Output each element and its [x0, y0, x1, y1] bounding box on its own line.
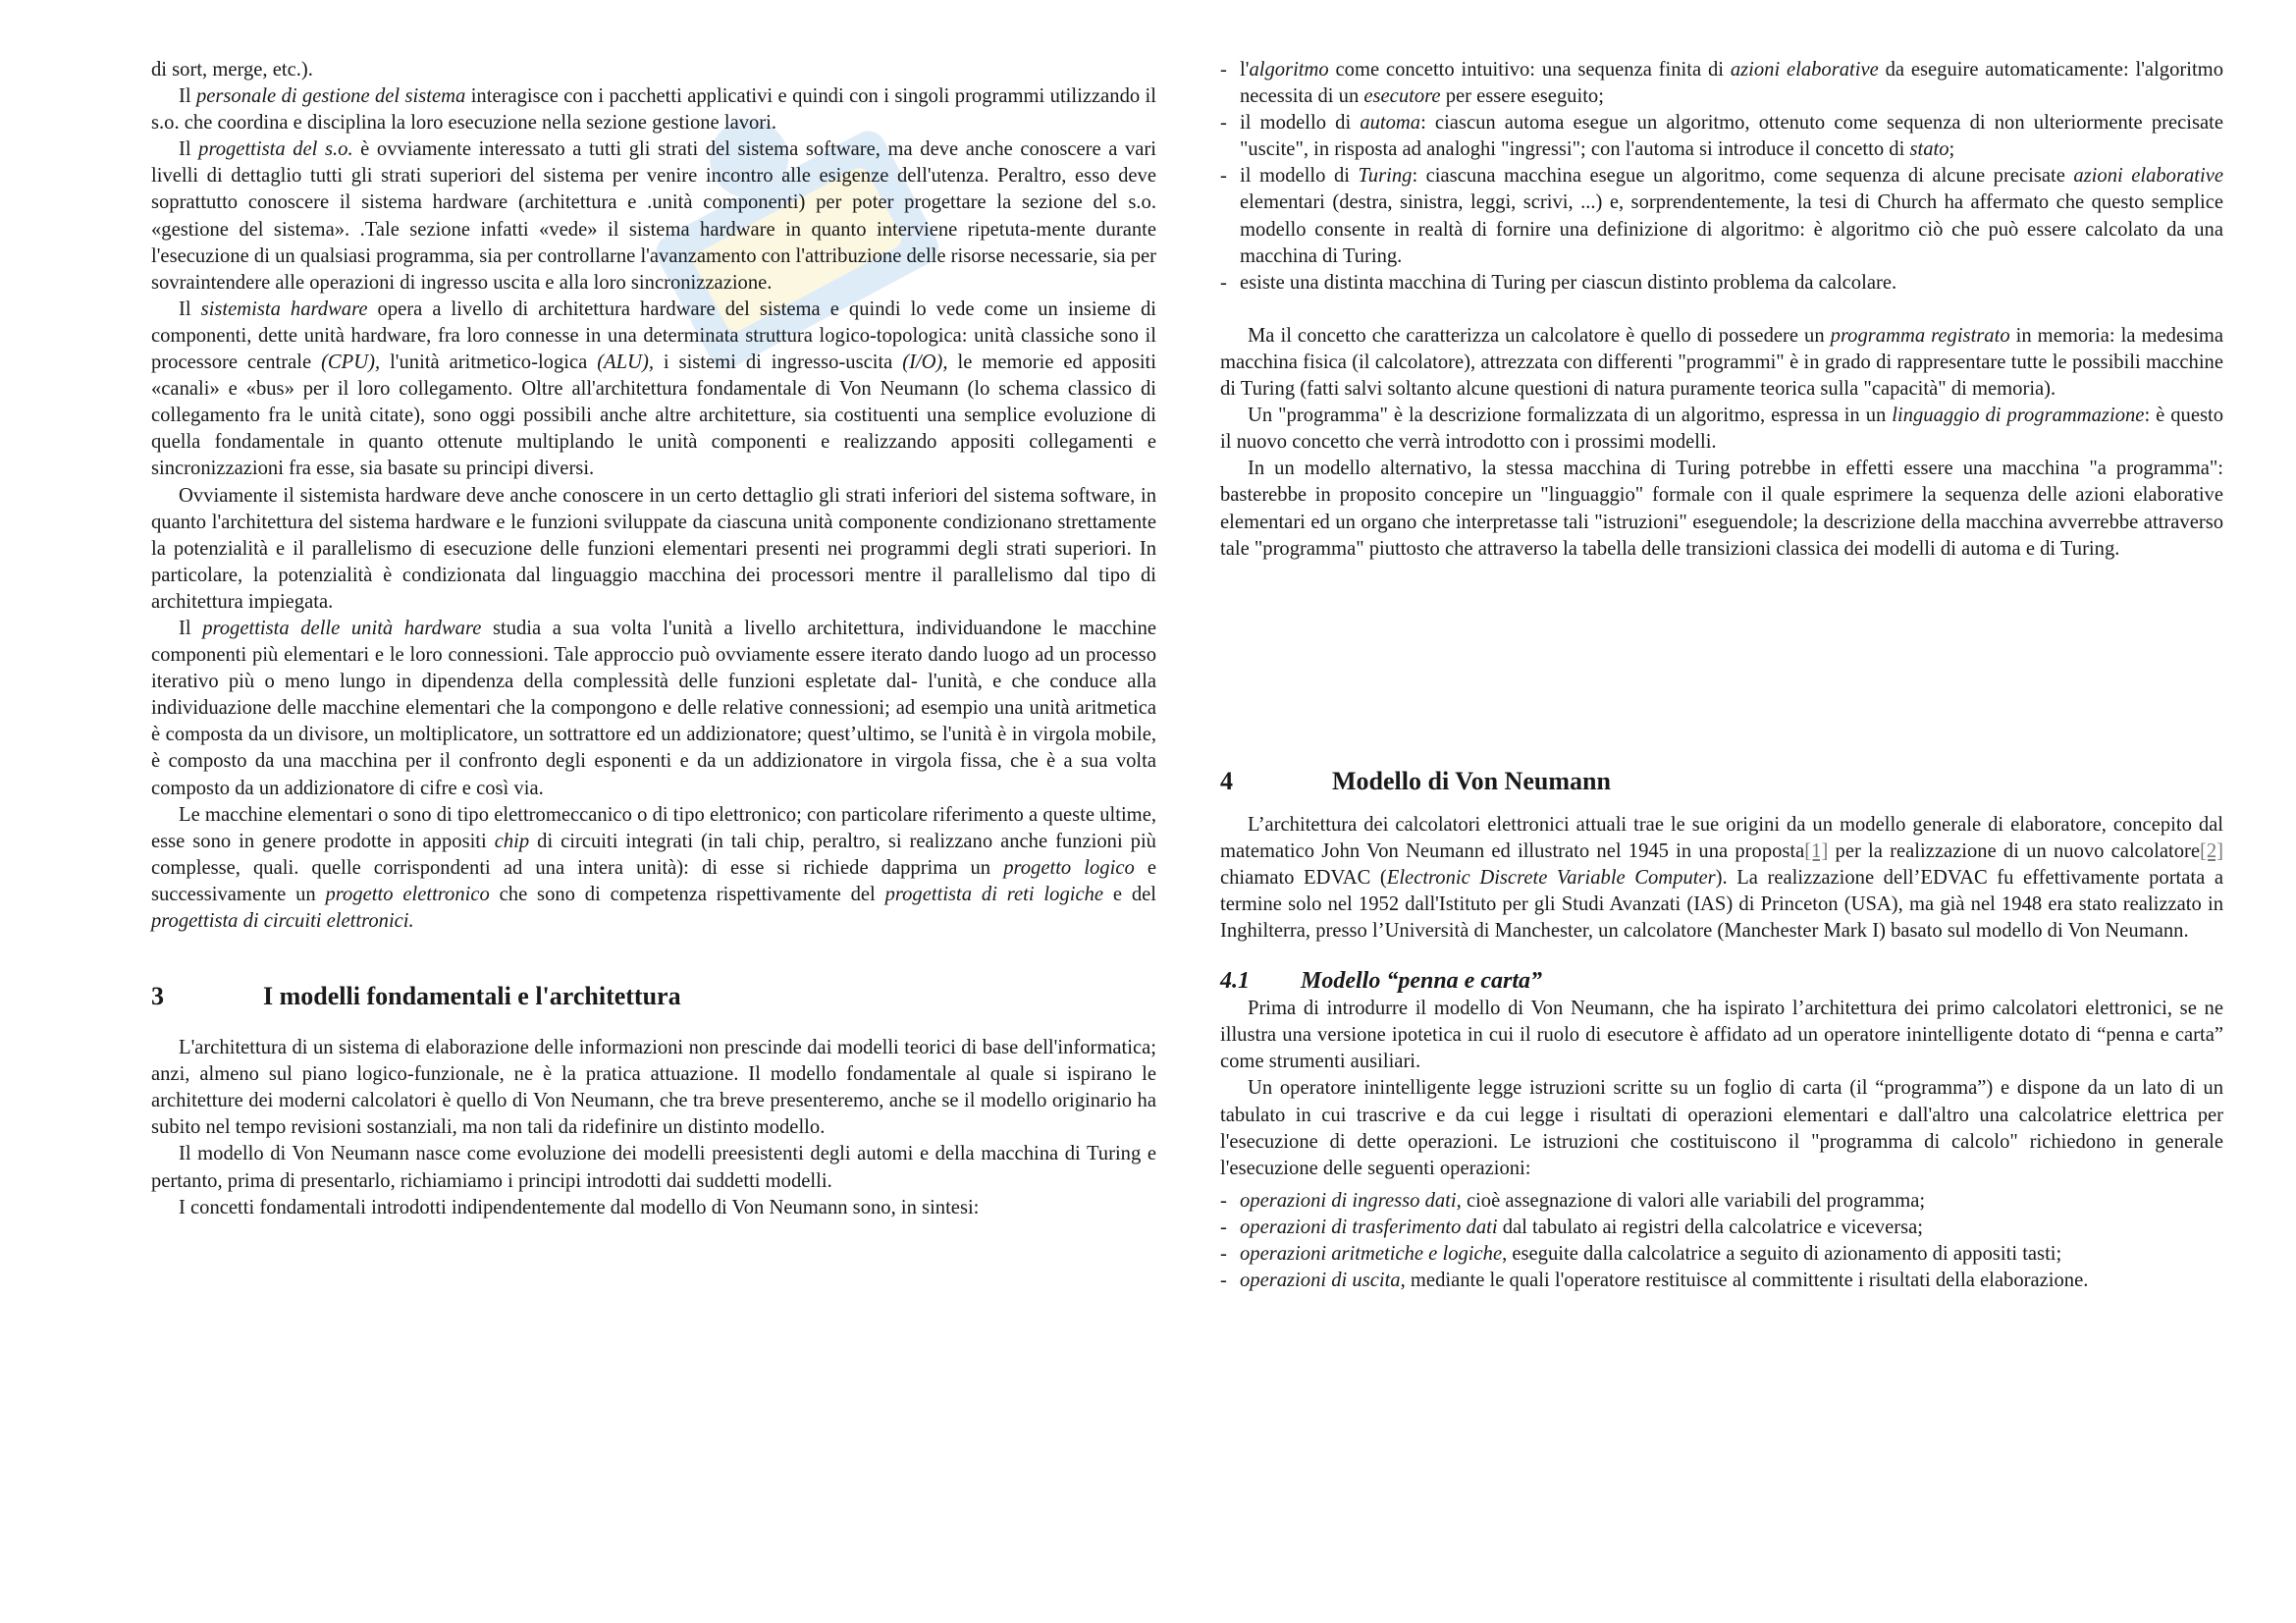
list-item: - esiste una distinta macchina di Turing per ciascun distinto problema da calcolare. [1220, 270, 2223, 297]
paragraph: Prima di introdurre il modello di Von Neumann, che ha ispirato l’architettura dei primo calcolatori elettronici, se ne illustra una versione ipotetica in cui il ruolo di esecutore è affidato ad un operatore inintelligente dotato di “penna e carta” come strumenti ausiliari. [1220, 998, 2223, 1073]
paragraph: In un modello alternativo, la stessa macchina di Turing potrebbe in effetti essere una macchina "a programma": basterebbe in proposito concepire un "linguaggio" formale con il quale esprimere la sequenza delle azioni elaborative elementari ed un organo che interpretasse tali "istruzioni" eseguendole; la descrizione della macchina avverrebbe attraverso tale "programma" piuttosto che attraverso la tabella delle transizioni classica dei modelli di automa e di Turing. [1220, 458, 2223, 560]
list-item: - l'algoritmo come concetto intuitivo: una sequenza finita di azioni elaborative da eseguire automaticamente: l'algoritmo necessita di un esecutore per essere eseguito; [1220, 57, 2223, 110]
section-title: Modello di Von Neumann [1332, 766, 1611, 795]
section-heading-3 [151, 980, 1156, 1013]
subsection-number: 4.1 [1220, 968, 1250, 995]
section-title: I modelli fondamentali e l'architettura [263, 982, 681, 1011]
list-item: - operazioni di trasferimento dati dal tabulato ai registri della calcolatrice e viceversa; [1220, 1215, 2223, 1241]
list-item: - il modello di automa: ciascun automa esegue un algoritmo, ottenuto come sequenza di non ulteriormente precisate "uscite", in risposta ad analoghi "ingressi"; con l'automa si introduce il concetto di stato; [1220, 110, 2223, 163]
list-item: - operazioni di ingresso dati, cioè assegnazione di valori alle variabili del programma; [1220, 1188, 2223, 1215]
reference-link[interactable]: [1] [1804, 839, 1829, 862]
paragraph: Le macchine elementari o sono di tipo elettromeccanico o di tipo elettronico; con particolare riferimento a queste ultime, esse sono in genere prodotte in appositi chip di circuiti integrati (in tali chip, peraltro, si realizzano anche funzioni più complesse, quali. quelle corrispondenti ad una intera unità): di esse si richiede dapprima un progetto logico e successivamente un progetto elettronico che sono di competenza rispettivamente del progettista di reti logiche e del progettista di circuiti elettronici. [151, 803, 1157, 932]
left-column [151, 57, 1156, 1221]
list-item: - operazioni aritmetiche e logiche, eseguite dalla calcolatrice a seguito di azionamento di appositi tasti; [1220, 1241, 2223, 1268]
reference-link[interactable]: [2] [2200, 839, 2224, 862]
paragraph: Il progettista delle unità hardware studia a sua volta l'unità a livello architettura, individuandone le macchine componenti più elementari e le loro connessioni. Tale approccio può ovviamente essere iterato dando luogo ad un processo iterativo più o meno lungo in dipendenza della complessità delle funzioni espletate dal- l'unità, e che conduce alla individuazione delle macchine elementari che la compongono e delle relative connessioni; ad esempio una unità aritmetica è composta da un divisore, un moltiplicatore, un sottrattore ed un addizionatore; quest’ultimo, se l'unità è in virgola mobile, è composto da una macchina per il confronto degli esponenti e da un addizionatore in virgola fissa, che è a sua volta composto da un addizionatore di cifre e così via. [151, 617, 1157, 799]
paragraph: Il modello di Von Neumann nasce come evoluzione dei modelli preesistenti degli automi e della macchina di Turing e pertanto, prima di presentarlo, richiamiamo i principi introdotti dai suddetti modelli. [151, 1143, 1156, 1192]
paragraph: Ma il concetto che caratterizza un calcolatore è quello di possedere un programma registrato in memoria: la medesima macchina fisica (il calcolatore), attrezzata con differenti "programmi" è in grado di rappresentare tutte le possibili macchine di Turing (fatti salvi soltanto alcune questioni di natura puramente teorica sulla "capacità" di memoria). [1220, 324, 2223, 401]
paragraph: di sort, merge, etc.). [151, 59, 313, 81]
paragraph: Il progettista del s.o. è ovviamente interessato a tutti gli strati del sistema software, ma deve anche conoscere a vari livelli di dettaglio tutti gli strati superiori del sistema per venire incontro alle esigenze dell'utenza. Peraltro, esso deve soprattutto conoscere il sistema hardware (architettura e .unità componenti) per poter progettare la sezione del s.o. «gestione del sistema». .Tale sezione infatti «vede» il sistema hardware in quanto interviene ripetuta-mente durante l'esecuzione di un qualsiasi programma, sia per controllarne l'avanzamento con l'attribuzione delle risorse necessarie, sia per sovraintendere alle operazioni di ingresso uscita e alla loro sincronizzazione. [151, 138, 1156, 294]
paragraph: Un operatore inintelligente legge istruzioni scritte su un foglio di carta (il “programma”) e dispone da un lato di un tabulato in cui trascrive e da cui legge i risultati di operazioni elementari e dall'altro una calcolatrice elettrica per l'esecuzione di dette operazioni. Le istruzioni che costituiscono il "programma di calcolo" richiedono in generale l'esecuzione delle seguenti operazioni: [1220, 1077, 2223, 1179]
paragraph: I concetti fondamentali introdotti indipendentemente dal modello di Von Neumann sono, in sintesi: [179, 1196, 980, 1218]
section-number: 3 [151, 982, 164, 1011]
paragraph: Il sistemista hardware opera a livello di architettura hardware del sistema e quindi lo vede come un insieme di componenti, dette unità hardware, fra loro connesse in una determinata struttura logico-topologica: unità classiche sono il processore centrale (CPU), l'unità aritmetico-logica (ALU), i sistemi di ingresso-uscita (I/O), le memorie ed appositi «canali» e «bus» per il loro collegamento. Oltre all'architettura fondamentale di Von Neumann (lo schema classico di collegamento fra le unità citate), sono oggi possibili anche altre architetture, sia costituenti una semplice evoluzione di quella fondamentale in quanto ottenute multiplando le unità componenti e realizzando appositi collegamenti e sincronizzazioni fra esse, sia basate su principi diversi. [151, 298, 1157, 480]
subsection-heading-4-1 [1220, 966, 2223, 996]
paragraph: L’architettura dei calcolatori elettronici attuali trae le sue origini da un modello generale di elaboratore, concepito dal matematico John Von Neumann ed illustrato nel 1945 in una proposta[1] per la realizzazione di un nuovo calcolatore[2] chiamato EDVAC (Electronic Discrete Variable Computer). La realizzazione dell’EDVAC fu effettivamente portata a termine solo nel 1952 dall'Istituto per gli Studi Avanzati (IAS) di Princeton (USA), ma già nel 1948 era stato realizzato in Inghilterra, presso l’Università di Manchester, un calcolatore (Manchester Mark I) basato sul modello di Von Neumann. [1220, 813, 2224, 943]
section-number: 4 [1220, 766, 1233, 795]
paragraph: Un "programma" è la descrizione formalizzata di un algoritmo, espressa in un linguaggio di programmazione: è questo il nuovo concetto che verrà introdotto con i prossimi modelli. [1220, 405, 2224, 454]
subsection-title: Modello “penna e carta” [1301, 968, 1542, 995]
section-heading-4 [1220, 765, 2223, 798]
right-column [1220, 57, 2223, 1294]
paragraph: Ovviamente il sistemista hardware deve anche conoscere in un certo dettaglio gli strati inferiori del sistema software, in quanto l'architettura del sistema hardware e le funzioni sviluppate da ciascuna unità componente condizionano strettamente la potenzialità e il parallelismo di esecuzione delle funzioni elementari presenti nei programmi degli strati superiori. In particolare, la potenzialità è condizionata dal linguaggio macchina dei processori mentre il parallelismo dal tipo di architettura impiegata. [151, 484, 1156, 613]
list-item: - operazioni di uscita, mediante le quali l'operatore restituisce al committente i risultati della elaborazione. [1220, 1268, 2223, 1294]
list-item: - il modello di Turing: ciascuna macchina esegue un algoritmo, come sequenza di alcune precisate azioni elaborative elementari (destra, sinistra, leggi, scrivi, ...) e, sorprendentemente, la tesi di Church ha affermato che questo semplice modello consente in realtà di fornire una definizione di algoritmo: è algoritmo ciò che può essere calcolato da una macchina di Turing. [1220, 163, 2223, 269]
paragraph: Il personale di gestione del sistema interagisce con i pacchetti applicativi e quindi con i singoli programmi utilizzando il s.o. che coordina e disciplina la loro esecuzione nella sezione gestione lavori. [151, 85, 1156, 135]
paragraph: L'architettura di un sistema di elaborazione delle informazioni non prescinde dai modelli teorici di base dell'informatica; anzi, almeno sul piano logico-funzionale, ne è la pratica attuazione. Il modello fondamentale al quale si ispirano le architetture dei moderni calcolatori è quello di Von Neumann, che tra breve presenteremo, anche se il modello originario ha subito nel tempo revisioni sostanziali, ma non tali da ridefinire un distinto modello. [151, 1037, 1156, 1139]
